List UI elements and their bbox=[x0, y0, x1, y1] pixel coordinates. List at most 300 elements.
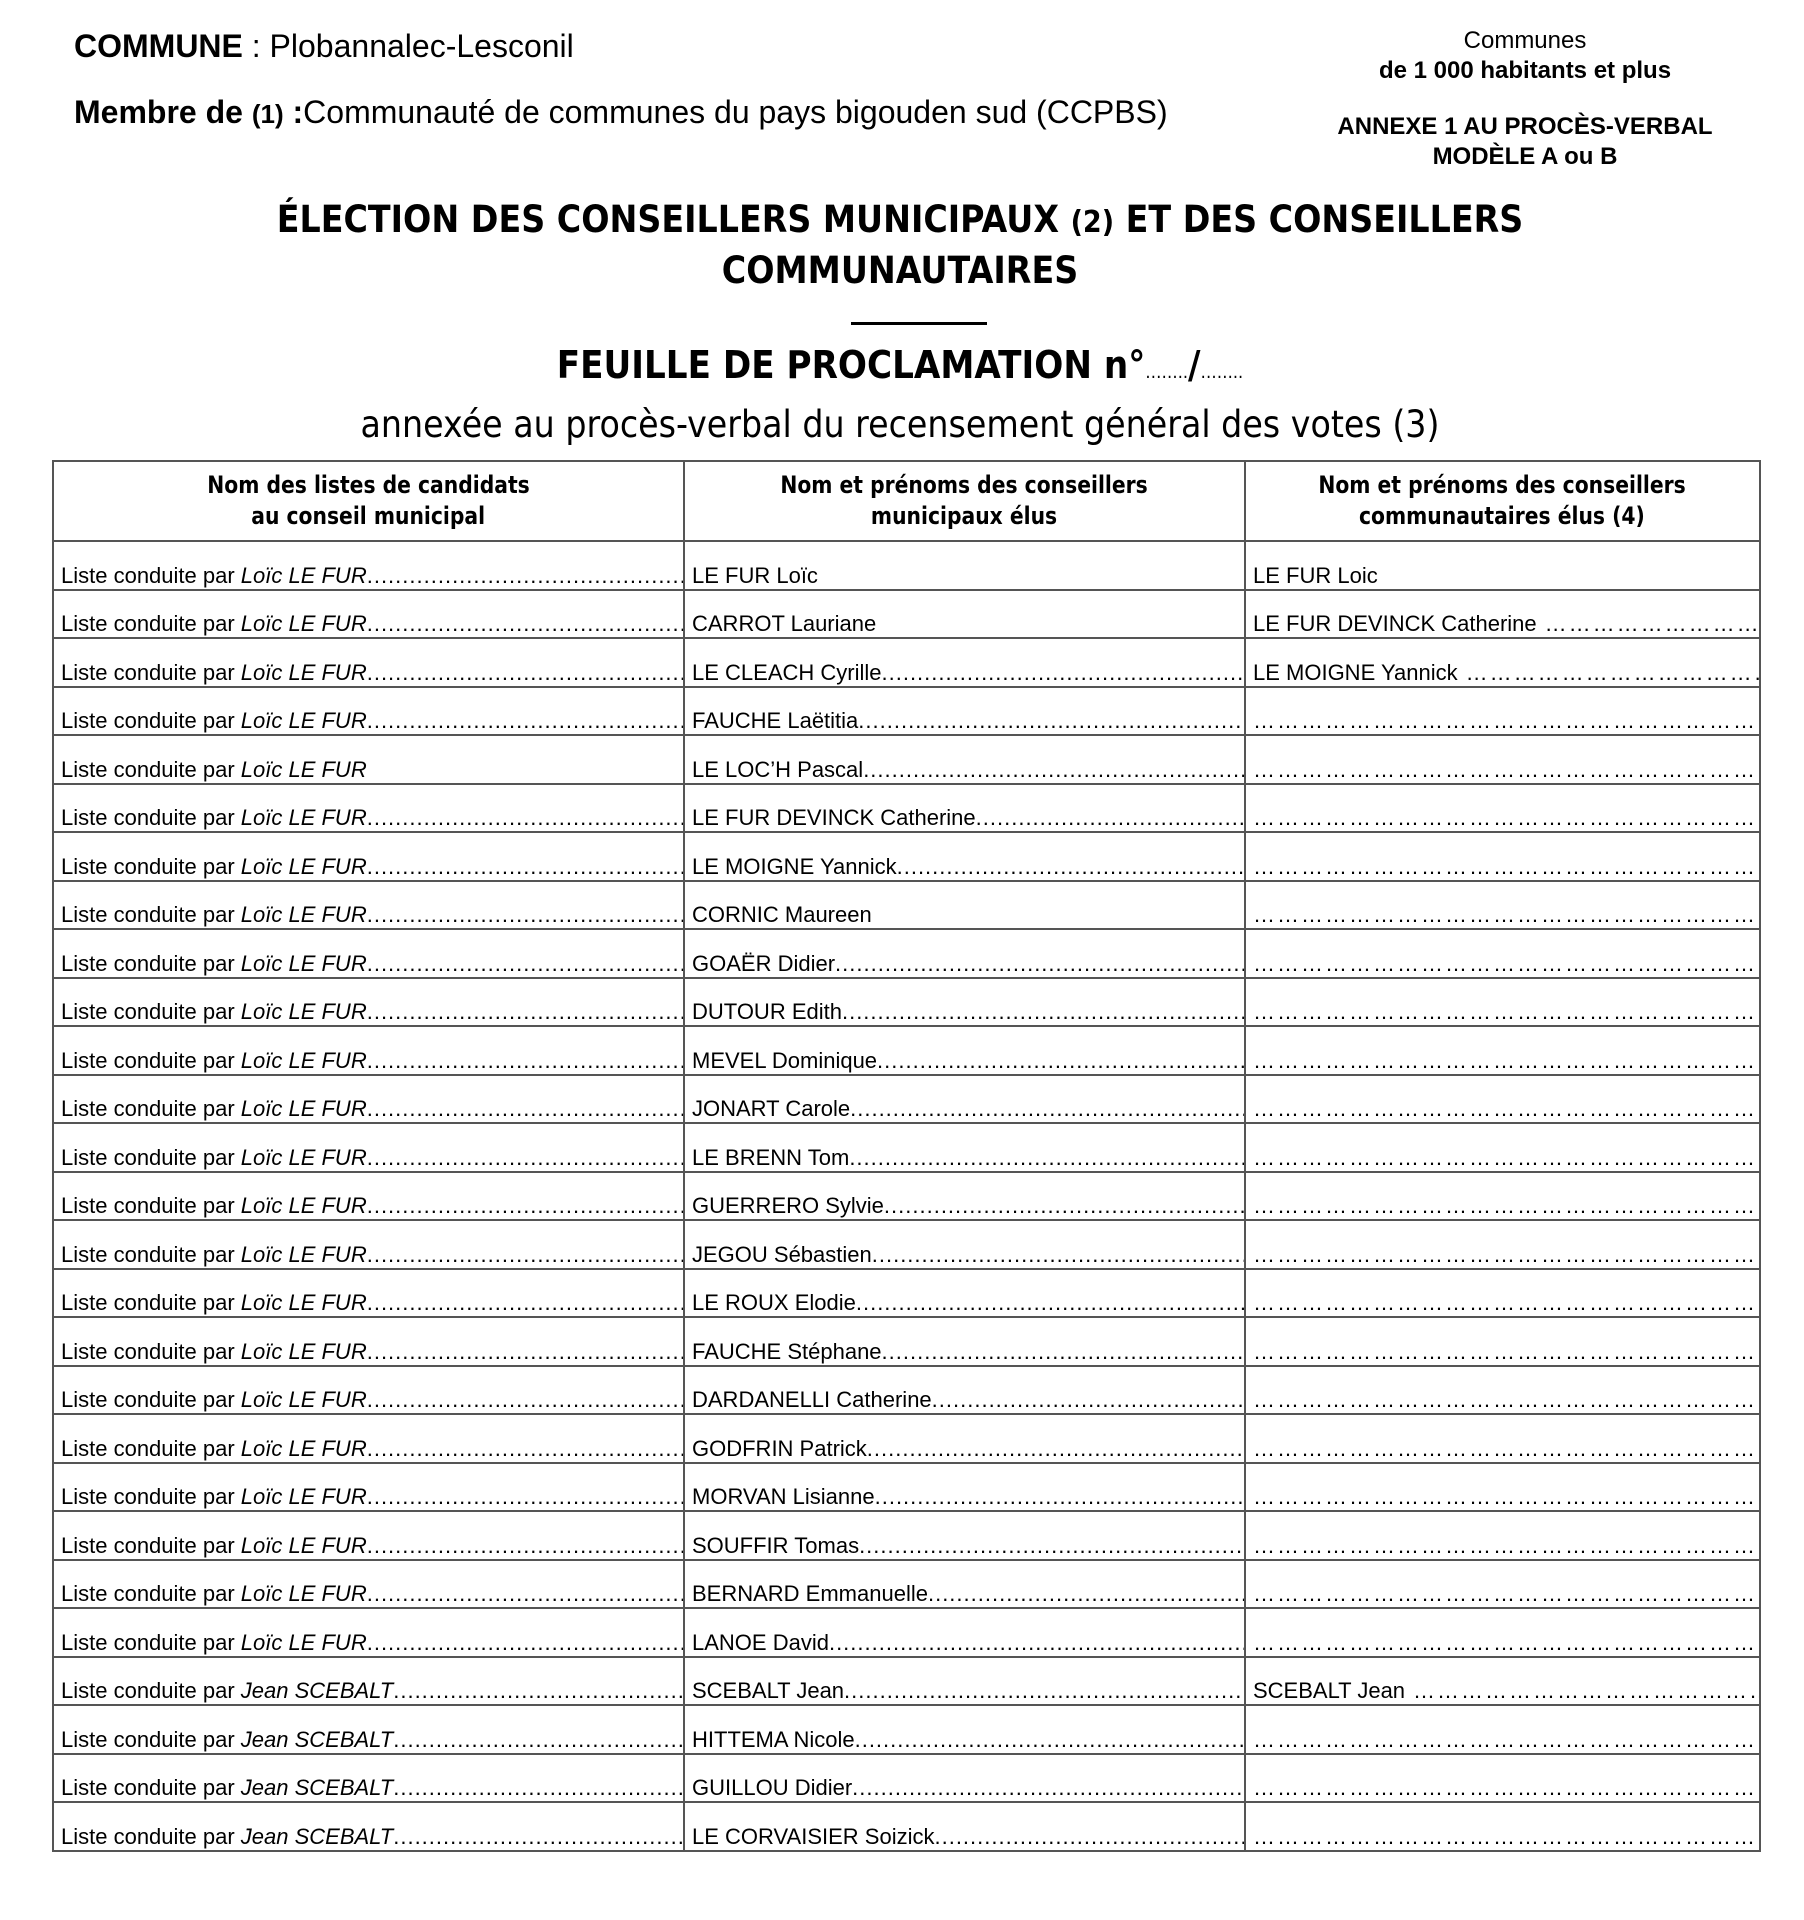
list-cell bbox=[53, 1269, 684, 1318]
dot-leader bbox=[1253, 951, 1759, 977]
membre-label: Membre de bbox=[74, 94, 252, 130]
membre-separator: : bbox=[283, 94, 304, 130]
dot-leader bbox=[1253, 854, 1759, 880]
communautaire-cell bbox=[1245, 978, 1760, 1027]
dot-leader bbox=[872, 1242, 1244, 1268]
dot-leader bbox=[1253, 1339, 1759, 1365]
municipal-name: GOAËR Didier bbox=[692, 950, 836, 976]
list-leader: Loïc LE FUR bbox=[240, 1484, 367, 1509]
list-prefix: Liste conduite par bbox=[61, 1532, 241, 1558]
communautaire-cell bbox=[1245, 1560, 1760, 1609]
dot-leader bbox=[367, 660, 683, 686]
municipal-cell bbox=[684, 687, 1245, 736]
dot-leader bbox=[1253, 1727, 1759, 1753]
list-leader: Loïc LE FUR bbox=[240, 853, 367, 879]
dot-leader bbox=[859, 1533, 1244, 1559]
list-cell bbox=[53, 1608, 684, 1657]
list-leader: Loïc LE FUR bbox=[240, 1241, 367, 1267]
dot-leader bbox=[393, 1775, 683, 1801]
municipal-name: LE FUR Loïc bbox=[692, 562, 818, 588]
table-row bbox=[53, 638, 1760, 687]
dot-leader bbox=[1253, 1436, 1759, 1462]
list-prefix: Liste conduite par bbox=[61, 1678, 241, 1703]
list-cell bbox=[53, 1172, 684, 1221]
dot-leader bbox=[858, 708, 1244, 734]
list-prefix: Liste conduite par bbox=[61, 1823, 241, 1849]
municipal-cell bbox=[684, 541, 1245, 590]
proclamation-slash: / bbox=[1188, 343, 1201, 387]
municipal-name: LE FUR DEVINCK Catherine bbox=[692, 805, 976, 830]
list-leader: Loïc LE FUR bbox=[240, 562, 367, 588]
municipal-name: LE ROUX Elodie bbox=[692, 1290, 856, 1315]
dot-leader bbox=[1253, 1775, 1759, 1801]
municipal-cell bbox=[684, 1220, 1245, 1269]
dot-leader bbox=[367, 611, 683, 637]
municipal-cell bbox=[684, 735, 1245, 784]
municipal-name: MEVEL Dominique bbox=[692, 1047, 878, 1073]
dot-leader bbox=[1253, 1096, 1759, 1122]
list-leader: Loïc LE FUR bbox=[240, 1532, 367, 1558]
dot-leader bbox=[367, 1484, 683, 1510]
list-cell bbox=[53, 638, 684, 687]
municipal-name: LE BRENN Tom bbox=[692, 1144, 850, 1170]
dot-leader bbox=[850, 1096, 1244, 1122]
municipal-name: MORVAN Lisianne bbox=[692, 1484, 875, 1509]
list-prefix: Liste conduite par bbox=[61, 1484, 241, 1509]
dot-leader bbox=[934, 1824, 1244, 1850]
annexee-note: (3) bbox=[1392, 403, 1440, 446]
annexe-line1: ANNEXE 1 AU PROCÈS-VERBAL bbox=[1337, 113, 1713, 140]
municipal-name: LE LOC’H Pascal bbox=[692, 756, 864, 782]
list-cell bbox=[53, 1754, 684, 1803]
communautaire-name: LE FUR DEVINCK Catherine bbox=[1253, 611, 1537, 636]
list-leader: Loïc LE FUR bbox=[240, 1290, 367, 1315]
dot-leader bbox=[367, 951, 683, 977]
municipal-cell bbox=[684, 881, 1245, 930]
list-leader: Loïc LE FUR bbox=[240, 1581, 367, 1606]
table-row bbox=[53, 1317, 1760, 1366]
list-cell bbox=[53, 929, 684, 978]
category-line2: de 1 000 habitants et plus bbox=[1378, 57, 1672, 84]
table-row bbox=[53, 1657, 1760, 1706]
dot-leader bbox=[367, 1533, 683, 1559]
municipal-cell bbox=[684, 1560, 1245, 1609]
municipal-name: GUILLOU Didier bbox=[692, 1775, 853, 1800]
dot-leader bbox=[367, 1387, 683, 1413]
dot-leader bbox=[1253, 1533, 1759, 1559]
communautaire-cell bbox=[1245, 1705, 1760, 1754]
dot-leader bbox=[367, 1242, 683, 1268]
municipal-name: CORNIC Maureen bbox=[692, 902, 872, 927]
municipal-name: BERNARD Emmanuelle bbox=[692, 1581, 928, 1606]
dot-leader bbox=[1253, 1145, 1759, 1171]
dot-leader bbox=[367, 1339, 683, 1365]
list-leader: Jean SCEBALT bbox=[240, 1823, 394, 1849]
municipal-name: DUTOUR Edith bbox=[692, 999, 842, 1024]
dot-leader bbox=[884, 1193, 1244, 1219]
list-leader: Loïc LE FUR bbox=[240, 1144, 367, 1170]
dot-leader bbox=[1405, 1678, 1759, 1704]
dot-leader bbox=[367, 854, 683, 880]
list-leader: Loïc LE FUR bbox=[240, 1096, 367, 1121]
list-cell bbox=[53, 1317, 684, 1366]
list-prefix: Liste conduite par bbox=[61, 562, 241, 588]
dot-leader bbox=[976, 805, 1244, 831]
list-prefix: Liste conduite par bbox=[61, 999, 241, 1024]
list-leader: Loïc LE FUR bbox=[240, 950, 367, 976]
list-leader: Loïc LE FUR bbox=[240, 756, 367, 782]
dot-leader bbox=[844, 1678, 1244, 1704]
dot-leader bbox=[876, 611, 1244, 637]
communautaire-cell bbox=[1245, 1172, 1760, 1221]
dot-leader bbox=[367, 757, 683, 783]
commune-value: Plobannalec-Lesconil bbox=[269, 28, 574, 64]
communautaire-name: LE FUR Loic bbox=[1253, 562, 1378, 588]
communautaire-cell bbox=[1245, 784, 1760, 833]
list-leader: Loïc LE FUR bbox=[240, 708, 367, 733]
header-municipal-line2: municipaux élus bbox=[871, 502, 1058, 530]
dot-leader bbox=[928, 1581, 1244, 1607]
list-leader: Jean SCEBALT bbox=[240, 1678, 394, 1703]
proclamation-total-blank: …….. bbox=[1200, 362, 1244, 383]
municipal-name: FAUCHE Laëtitia bbox=[692, 708, 859, 733]
municipal-cell bbox=[684, 1317, 1245, 1366]
dot-leader bbox=[1253, 805, 1759, 831]
list-leader: Loïc LE FUR bbox=[240, 611, 367, 636]
municipal-cell bbox=[684, 1608, 1245, 1657]
dot-leader bbox=[1253, 1290, 1759, 1316]
municipal-cell bbox=[684, 1366, 1245, 1415]
dot-leader bbox=[1253, 1048, 1759, 1074]
table-row bbox=[53, 590, 1760, 639]
list-cell bbox=[53, 687, 684, 736]
list-prefix: Liste conduite par bbox=[61, 1290, 241, 1315]
dot-leader bbox=[877, 1048, 1244, 1074]
list-prefix: Liste conduite par bbox=[61, 853, 241, 879]
municipal-name: LE CORVAISIER Soizick bbox=[692, 1823, 935, 1849]
list-prefix: Liste conduite par bbox=[61, 1581, 241, 1606]
table-row bbox=[53, 1220, 1760, 1269]
list-leader: Loïc LE FUR bbox=[240, 1338, 367, 1364]
list-leader: Loïc LE FUR bbox=[240, 659, 367, 685]
title-part1: ÉLECTION DES CONSEILLERS MUNICIPAUX bbox=[276, 198, 1071, 241]
list-cell bbox=[53, 1560, 684, 1609]
dot-leader bbox=[367, 1048, 683, 1074]
communautaire-cell bbox=[1245, 1414, 1760, 1463]
dot-leader bbox=[1253, 1193, 1759, 1219]
table-row bbox=[53, 832, 1760, 881]
table-row bbox=[53, 1269, 1760, 1318]
table-row bbox=[53, 1705, 1760, 1754]
communautaire-cell bbox=[1245, 929, 1760, 978]
municipal-cell bbox=[684, 1026, 1245, 1075]
communautaire-cell bbox=[1245, 1802, 1760, 1851]
dot-leader bbox=[882, 1339, 1244, 1365]
list-cell bbox=[53, 1026, 684, 1075]
header-municipal-line1: Nom et prénoms des conseillers bbox=[780, 471, 1149, 499]
communautaire-cell bbox=[1245, 1269, 1760, 1318]
list-prefix: Liste conduite par bbox=[61, 1387, 241, 1412]
dot-leader bbox=[856, 1290, 1244, 1316]
municipal-cell bbox=[684, 1705, 1245, 1754]
municipal-cell bbox=[684, 978, 1245, 1027]
table-row bbox=[53, 1026, 1760, 1075]
dot-leader bbox=[367, 1145, 683, 1171]
list-prefix: Liste conduite par bbox=[61, 659, 241, 685]
list-cell bbox=[53, 1705, 684, 1754]
title-part2: ET DES CONSEILLERS bbox=[1114, 198, 1524, 241]
dot-leader bbox=[849, 1145, 1244, 1171]
municipal-cell bbox=[684, 929, 1245, 978]
dot-leader bbox=[367, 1630, 683, 1656]
dot-leader bbox=[882, 660, 1245, 686]
list-leader: Loïc LE FUR bbox=[240, 805, 367, 830]
municipal-cell bbox=[684, 1414, 1245, 1463]
communautaire-cell bbox=[1245, 541, 1760, 590]
list-cell bbox=[53, 1414, 684, 1463]
dot-leader bbox=[863, 757, 1244, 783]
municipal-name: HITTEMA Nicole bbox=[692, 1726, 855, 1752]
list-prefix: Liste conduite par bbox=[61, 1338, 241, 1364]
list-leader: Jean SCEBALT bbox=[240, 1775, 394, 1800]
municipal-cell bbox=[684, 832, 1245, 881]
list-cell bbox=[53, 784, 684, 833]
title-note: (2) bbox=[1070, 205, 1115, 240]
table-header-row bbox=[53, 461, 1760, 541]
municipal-name: SCEBALT Jean bbox=[692, 1678, 845, 1703]
dot-leader bbox=[367, 999, 683, 1025]
annexe-line2: MODÈLE A ou B bbox=[1432, 143, 1618, 170]
municipal-cell bbox=[684, 590, 1245, 639]
list-cell bbox=[53, 590, 684, 639]
dot-leader bbox=[855, 1727, 1244, 1753]
dot-leader bbox=[1253, 757, 1759, 783]
commune-line bbox=[74, 26, 574, 66]
header-lists bbox=[53, 461, 684, 541]
municipal-name: GUERRERO Sylvie bbox=[692, 1193, 884, 1218]
header-municipal bbox=[684, 461, 1245, 541]
communautaire-name: LE MOIGNE Yannick bbox=[1253, 659, 1458, 685]
municipal-cell bbox=[684, 1075, 1245, 1124]
list-prefix: Liste conduite par bbox=[61, 708, 241, 733]
dot-leader bbox=[1537, 611, 1759, 637]
annexe-reference bbox=[1310, 112, 1740, 172]
dot-leader bbox=[367, 563, 683, 589]
dot-leader bbox=[818, 563, 1244, 589]
dot-leader bbox=[1253, 1484, 1759, 1510]
list-prefix: Liste conduite par bbox=[61, 805, 241, 830]
communautaire-cell bbox=[1245, 687, 1760, 736]
proclamation-table bbox=[52, 460, 1761, 1852]
dot-leader bbox=[1253, 1242, 1759, 1268]
list-cell bbox=[53, 881, 684, 930]
dot-leader bbox=[1253, 708, 1759, 734]
municipal-name: FAUCHE Stéphane bbox=[692, 1338, 882, 1364]
dot-leader bbox=[1253, 1387, 1759, 1413]
proclamation-label: FEUILLE DE PROCLAMATION n° bbox=[556, 343, 1146, 387]
dot-leader bbox=[367, 902, 683, 928]
communautaire-cell bbox=[1245, 1657, 1760, 1706]
table-row bbox=[53, 784, 1760, 833]
list-leader: Loïc LE FUR bbox=[240, 1435, 367, 1461]
dot-leader bbox=[1253, 1581, 1759, 1607]
table-row bbox=[53, 1172, 1760, 1221]
list-leader: Loïc LE FUR bbox=[240, 1193, 367, 1218]
dot-leader bbox=[852, 1775, 1244, 1801]
communautaire-cell bbox=[1245, 590, 1760, 639]
list-prefix: Liste conduite par bbox=[61, 1726, 241, 1752]
document-title bbox=[225, 196, 1575, 295]
commune-separator: : bbox=[242, 28, 270, 64]
header-communautaire-line1: Nom et prénoms des conseillers bbox=[1318, 471, 1687, 499]
table-row bbox=[53, 735, 1760, 784]
communautaire-cell bbox=[1245, 1317, 1760, 1366]
dot-leader bbox=[393, 1727, 683, 1753]
dot-leader bbox=[875, 1484, 1244, 1510]
list-cell bbox=[53, 1511, 684, 1560]
membre-line bbox=[74, 92, 1168, 134]
municipal-name: LANOE David bbox=[692, 1629, 829, 1655]
list-prefix: Liste conduite par bbox=[61, 756, 241, 782]
table-row bbox=[53, 1414, 1760, 1463]
municipal-cell bbox=[684, 1754, 1245, 1803]
municipal-name: GODFRIN Patrick bbox=[692, 1435, 867, 1461]
municipal-name: JEGOU Sébastien bbox=[692, 1241, 872, 1267]
list-cell bbox=[53, 832, 684, 881]
list-cell bbox=[53, 1220, 684, 1269]
communautaire-cell bbox=[1245, 1463, 1760, 1512]
communautaire-cell bbox=[1245, 1366, 1760, 1415]
list-prefix: Liste conduite par bbox=[61, 1047, 241, 1073]
municipal-name: SOUFFIR Tomas bbox=[692, 1532, 860, 1558]
list-cell bbox=[53, 541, 684, 590]
table-row bbox=[53, 541, 1760, 590]
municipal-cell bbox=[684, 1463, 1245, 1512]
list-leader: Loïc LE FUR bbox=[240, 1387, 367, 1412]
list-leader: Jean SCEBALT bbox=[240, 1726, 394, 1752]
municipal-name: JONART Carole bbox=[692, 1096, 851, 1121]
dot-leader bbox=[1253, 1824, 1759, 1850]
municipal-name: LE CLEACH Cyrille bbox=[692, 659, 882, 685]
municipal-cell bbox=[684, 1269, 1245, 1318]
table-row bbox=[53, 1123, 1760, 1172]
dot-leader bbox=[829, 1630, 1244, 1656]
list-prefix: Liste conduite par bbox=[61, 950, 241, 976]
municipal-cell bbox=[684, 1511, 1245, 1560]
table-row bbox=[53, 978, 1760, 1027]
municipal-cell bbox=[684, 1172, 1245, 1221]
header-lists-line2: au conseil municipal bbox=[251, 502, 486, 530]
table-row bbox=[53, 1463, 1760, 1512]
header-lists-line1: Nom des listes de candidats bbox=[207, 471, 530, 499]
list-prefix: Liste conduite par bbox=[61, 1775, 241, 1800]
dot-leader bbox=[367, 1581, 683, 1607]
dot-leader bbox=[1253, 902, 1759, 928]
commune-label: COMMUNE bbox=[74, 28, 243, 64]
dot-leader bbox=[872, 902, 1244, 928]
list-cell bbox=[53, 1657, 684, 1706]
list-prefix: Liste conduite par bbox=[61, 611, 241, 636]
table-row bbox=[53, 881, 1760, 930]
list-cell bbox=[53, 978, 684, 1027]
dot-leader bbox=[367, 1290, 683, 1316]
communautaire-cell bbox=[1245, 1220, 1760, 1269]
list-cell bbox=[53, 1123, 684, 1172]
dot-leader bbox=[835, 951, 1244, 977]
communautaire-cell bbox=[1245, 1026, 1760, 1075]
list-cell bbox=[53, 1366, 684, 1415]
dot-leader bbox=[393, 1824, 683, 1850]
title-line2: COMMUNAUTAIRES bbox=[721, 249, 1079, 292]
list-leader: Loïc LE FUR bbox=[240, 1047, 367, 1073]
dot-leader bbox=[367, 708, 683, 734]
dot-leader bbox=[367, 1436, 683, 1462]
list-cell bbox=[53, 735, 684, 784]
list-prefix: Liste conduite par bbox=[61, 1144, 241, 1170]
communautaire-cell bbox=[1245, 1123, 1760, 1172]
dot-leader bbox=[1378, 563, 1759, 589]
list-leader: Loïc LE FUR bbox=[240, 1629, 367, 1655]
municipal-name: DARDANELLI Catherine bbox=[692, 1387, 932, 1412]
list-prefix: Liste conduite par bbox=[61, 1193, 241, 1218]
title-divider bbox=[851, 322, 987, 325]
dot-leader bbox=[1458, 660, 1759, 686]
table-row bbox=[53, 1802, 1760, 1851]
proclamation-number-blank: …….. bbox=[1145, 362, 1188, 383]
annexee-text: annexée au procès-verbal du recensement général des votes bbox=[360, 403, 1393, 446]
list-cell bbox=[53, 1802, 684, 1851]
communautaire-cell bbox=[1245, 1075, 1760, 1124]
municipal-cell bbox=[684, 638, 1245, 687]
table-row bbox=[53, 687, 1760, 736]
communautaire-cell bbox=[1245, 1608, 1760, 1657]
communautaire-cell bbox=[1245, 832, 1760, 881]
list-prefix: Liste conduite par bbox=[61, 1435, 241, 1461]
municipal-cell bbox=[684, 784, 1245, 833]
proclamation-heading bbox=[225, 340, 1575, 398]
dot-leader bbox=[367, 1096, 683, 1122]
municipal-name: CARROT Lauriane bbox=[692, 611, 877, 636]
dot-leader bbox=[393, 1678, 683, 1704]
municipal-cell bbox=[684, 1123, 1245, 1172]
list-cell bbox=[53, 1075, 684, 1124]
dot-leader bbox=[367, 1193, 683, 1219]
list-leader: Loïc LE FUR bbox=[240, 902, 367, 927]
municipal-name: LE MOIGNE Yannick bbox=[692, 853, 897, 879]
table-row bbox=[53, 929, 1760, 978]
list-leader: Loïc LE FUR bbox=[240, 999, 367, 1024]
commune-category bbox=[1310, 26, 1740, 86]
table-row bbox=[53, 1075, 1760, 1124]
dot-leader bbox=[867, 1436, 1244, 1462]
table-row bbox=[53, 1608, 1760, 1657]
dot-leader bbox=[1253, 1630, 1759, 1656]
municipal-cell bbox=[684, 1802, 1245, 1851]
dot-leader bbox=[932, 1387, 1244, 1413]
list-prefix: Liste conduite par bbox=[61, 1629, 241, 1655]
annexee-subtitle bbox=[225, 400, 1575, 450]
list-prefix: Liste conduite par bbox=[61, 1241, 241, 1267]
dot-leader bbox=[842, 999, 1244, 1025]
header-communautaire-line2: communautaires élus (4) bbox=[1359, 502, 1646, 530]
table-row bbox=[53, 1366, 1760, 1415]
membre-value: Communauté de communes du pays bigouden sud (CCPBS) bbox=[303, 94, 1168, 130]
dot-leader bbox=[1253, 999, 1759, 1025]
list-prefix: Liste conduite par bbox=[61, 902, 241, 927]
communautaire-cell bbox=[1245, 881, 1760, 930]
table-row bbox=[53, 1511, 1760, 1560]
communautaire-cell bbox=[1245, 638, 1760, 687]
